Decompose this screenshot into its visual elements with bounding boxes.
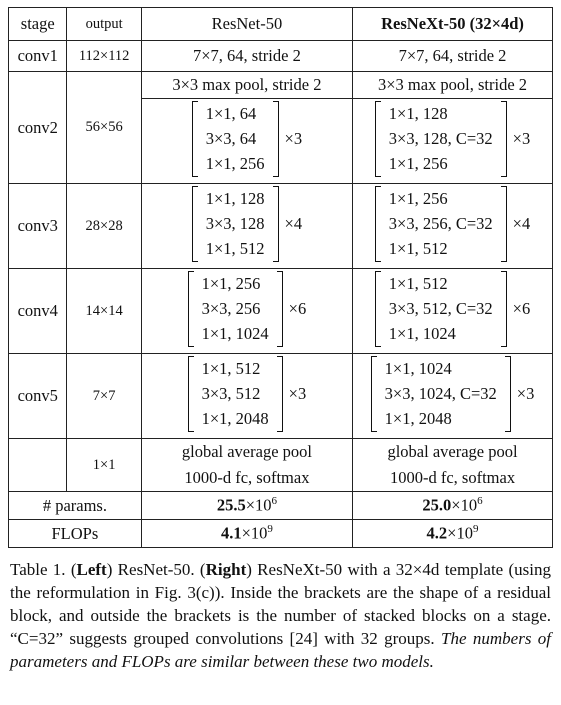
resnext-flops [353, 520, 553, 548]
right-bracket [273, 186, 279, 262]
block-line: 3×3, 128, C=32 [388, 129, 493, 148]
block-line: 3×3, 64 [205, 129, 257, 148]
table-caption [10, 558, 551, 673]
block-line: 1×1, 256 [201, 274, 261, 293]
resnext-conv3-block [353, 184, 553, 269]
final-line: 1000-d fc, softmax [389, 468, 516, 487]
block-line: 1×1, 256 [205, 154, 265, 173]
block-line: 1×1, 256 [388, 189, 448, 208]
block-line: 1×1, 128 [388, 104, 448, 123]
flops-exponent: 9 [267, 523, 273, 536]
resnet-conv5-block [141, 354, 352, 439]
block-line: 1×1, 512 [201, 359, 261, 378]
block-multiplier: ×4 [512, 213, 531, 233]
resnet-conv1: 7×7, 64, stride 2 [141, 41, 352, 72]
params-mantissa: 25.5 [216, 495, 246, 515]
stage-conv5: conv5 [9, 354, 67, 439]
block-line: 1×1, 512 [205, 239, 265, 258]
resnext-conv4-block [353, 269, 553, 354]
final-line: global average pool [387, 442, 518, 461]
output-conv4: 14×14 [67, 269, 141, 354]
output-conv5: 7×7 [67, 354, 141, 439]
block-multiplier: ×4 [284, 213, 303, 233]
block-multiplier: ×3 [284, 128, 303, 148]
output-final: 1×1 [67, 439, 141, 492]
block-line: 3×3, 1024, C=32 [384, 384, 497, 403]
stage-conv2: conv2 [9, 72, 67, 184]
params-exponent: 6 [477, 495, 483, 508]
right-bracket [501, 271, 507, 347]
caption-right-text: ) ResNeXt-50 with a 32×4d template (using the reformulation in Fig. 3(c)). Inside the brackets are the shape of a residual block, and outside the brackets is the number of stacked blocks on a stage. “C=32” suggests grouped convolutions [24] with 32 groups. [10, 560, 552, 648]
resnet-conv3-block [141, 184, 352, 269]
block-line: 1×1, 2048 [384, 409, 452, 428]
row-conv3 [9, 184, 553, 269]
resnext-conv2-block [353, 99, 553, 184]
block-multiplier: ×3 [512, 128, 531, 148]
block-multiplier: ×3 [288, 383, 307, 403]
block-line: 1×1, 1024 [201, 324, 269, 343]
block-line: 3×3, 512 [201, 384, 261, 403]
block-multiplier: ×6 [288, 298, 307, 318]
block-line: 1×1, 512 [388, 274, 448, 293]
row-conv1 [9, 41, 553, 72]
block-line: 1×1, 64 [205, 104, 257, 123]
final-line: global average pool [181, 442, 312, 461]
caption-left-text: ) ResNet-50. ( [106, 560, 206, 579]
params-label: # params. [9, 492, 142, 520]
output-conv3: 28×28 [67, 184, 141, 269]
flops-base: ×10 [447, 523, 473, 543]
stage-conv4: conv4 [9, 269, 67, 354]
params-base: ×10 [451, 495, 478, 515]
stage-conv3: conv3 [9, 184, 67, 269]
block-line: 1×1, 512 [388, 239, 448, 258]
caption-prefix: Table 1. ( [10, 560, 77, 579]
resnet-conv4-block [141, 269, 352, 354]
flops-base: ×10 [241, 523, 268, 543]
header-resnext: ResNeXt-50 (32×4d) [353, 8, 553, 41]
header-output: output [67, 8, 141, 41]
block-line: 1×1, 1024 [388, 324, 456, 343]
block-line: 1×1, 128 [205, 189, 265, 208]
resnet-pool: 3×3 max pool, stride 2 [141, 72, 352, 99]
block-line: 3×3, 512, C=32 [388, 299, 493, 318]
block-line: 3×3, 256 [201, 299, 261, 318]
caption-right-bold: Right [205, 560, 247, 579]
header-row [9, 8, 553, 41]
params-exponent: 6 [271, 495, 278, 508]
right-bracket [277, 356, 283, 432]
block-multiplier: ×6 [512, 298, 531, 318]
right-bracket [501, 186, 507, 262]
resnext-params [353, 492, 553, 520]
resnext-conv5-block [353, 354, 553, 439]
caption-left-bold: Left [76, 560, 107, 579]
block-line: 1×1, 1024 [384, 359, 452, 378]
row-conv5 [9, 354, 553, 439]
row-flops [9, 520, 553, 548]
stage-conv1: conv1 [9, 41, 67, 72]
resnet-flops [141, 520, 352, 548]
flops-exponent: 9 [472, 523, 479, 536]
block-line: 1×1, 2048 [201, 409, 269, 428]
flops-label: FLOPs [9, 520, 142, 548]
row-conv4 [9, 269, 553, 354]
resnet-params [141, 492, 352, 520]
output-conv2: 56×56 [67, 72, 141, 184]
block-line: 3×3, 256, C=32 [388, 214, 493, 233]
final-line: 1000-d fc, softmax [184, 468, 310, 487]
architecture-table [8, 7, 553, 548]
resnet-final [141, 439, 352, 492]
header-resnet: ResNet-50 [141, 8, 352, 41]
flops-mantissa: 4.2 [426, 523, 448, 543]
block-line: 1×1, 256 [388, 154, 448, 173]
header-stage: stage [9, 8, 67, 41]
right-bracket [277, 271, 283, 347]
right-bracket [501, 101, 507, 177]
stage-final [9, 439, 67, 492]
row-conv2-pool [9, 72, 553, 99]
output-conv1: 112×112 [67, 41, 141, 72]
params-mantissa: 25.0 [422, 495, 452, 515]
params-base: ×10 [245, 495, 272, 515]
block-line: 3×3, 128 [205, 214, 265, 233]
flops-mantissa: 4.1 [220, 523, 242, 543]
right-bracket [505, 356, 511, 432]
caption-italic: The numbers of parameters and FLOPs are similar between these two models. [10, 629, 552, 671]
resnext-final [353, 439, 553, 492]
resnext-pool: 3×3 max pool, stride 2 [353, 72, 553, 99]
resnet-conv2-block [141, 99, 352, 184]
row-final [9, 439, 553, 492]
resnext-conv1: 7×7, 64, stride 2 [353, 41, 553, 72]
block-multiplier: ×3 [516, 383, 535, 403]
right-bracket [273, 101, 279, 177]
row-params [9, 492, 553, 520]
